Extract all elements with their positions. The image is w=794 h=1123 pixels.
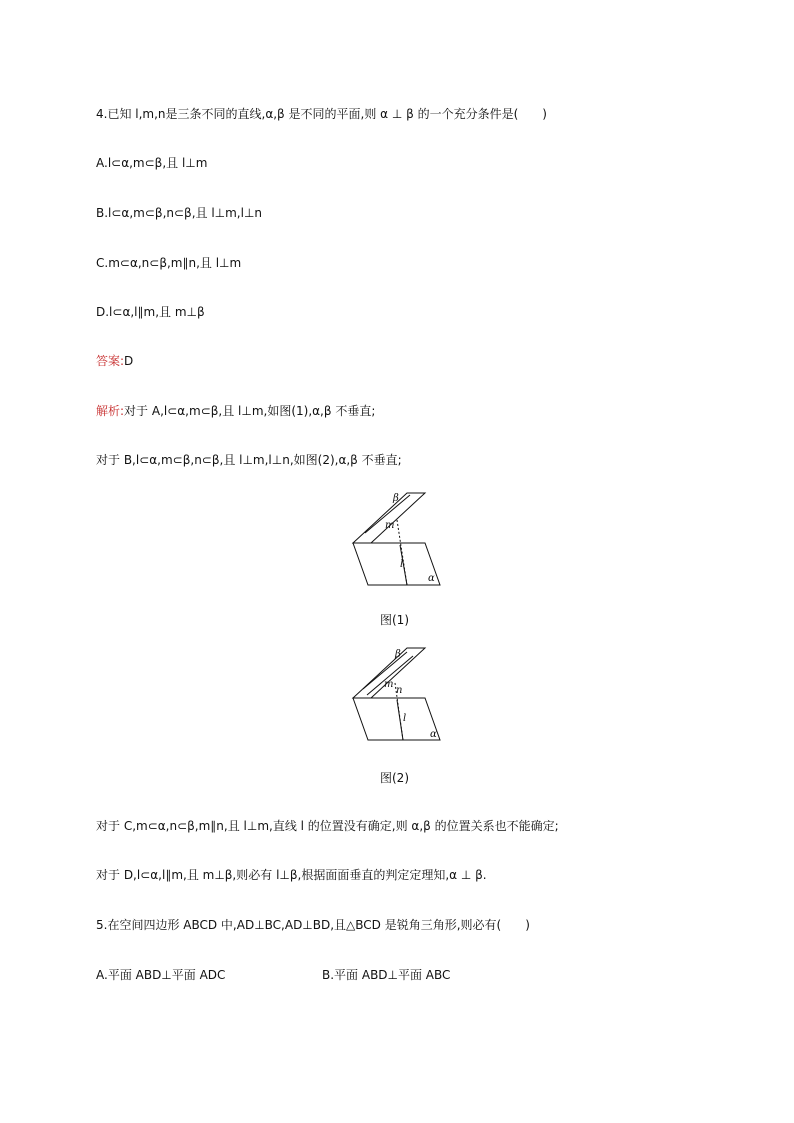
fig2-label-l: l — [403, 713, 407, 724]
question-4-stem: 4.已知 l,m,n是三条不同的直线,α,β 是不同的平面,则 α ⊥ β 的一个充分条件是( ) — [96, 107, 547, 121]
fig1-label-alpha: α — [428, 573, 435, 584]
fig2-label-beta: β — [395, 649, 401, 660]
analysis-line-b: 对于 B,l⊂α,m⊂β,n⊂β,且 l⊥m,l⊥n,如图(2),α,β 不垂直; — [96, 453, 402, 467]
analysis-line-c: 对于 C,m⊂α,n⊂β,m∥n,且 l⊥m,直线 l 的位置没有确定,则 α,β 的位置关系也不能确定; — [96, 819, 559, 833]
figure-2 — [345, 645, 450, 745]
fig1-label-beta: β — [393, 493, 399, 504]
question-5-stem: 5.在空间四边形 ABCD 中,AD⊥BC,AD⊥BD,且△BCD 是锐角三角形,则必有( ) — [96, 918, 530, 932]
fig2-label-alpha: α — [430, 729, 437, 740]
analysis-line-a — [96, 403, 375, 419]
fig2-label-m: m — [384, 679, 394, 690]
q5-option-a: A.平面 ABD⊥平面 ADC — [96, 968, 226, 982]
q4-option-a: A.l⊂α,m⊂β,且 l⊥m — [96, 156, 208, 170]
figure-1 — [345, 490, 450, 590]
analysis-line-d: 对于 D,l⊂α,l∥m,且 m⊥β,则必有 l⊥β,根据面面垂直的判定定理知,α ⊥ β. — [96, 868, 487, 882]
fig1-label-m: m — [385, 520, 395, 531]
figure-1-caption: 图(1) — [380, 613, 409, 627]
analysis-a-text: 对于 A,l⊂α,m⊂β,且 l⊥m,如图(1),α,β 不垂直; — [124, 404, 376, 418]
q4-option-c: C.m⊂α,n⊂β,m∥n,且 l⊥m — [96, 256, 242, 270]
fig2-plane-alpha — [353, 698, 440, 740]
fig2-plane-beta — [353, 648, 425, 698]
figure-2-caption: 图(2) — [380, 771, 409, 785]
fig1-plane-beta — [353, 493, 425, 543]
fig1-plane-alpha — [353, 543, 440, 585]
answer-label: 答案: — [96, 354, 125, 368]
answer-line — [96, 353, 133, 369]
q4-option-b: B.l⊂α,m⊂β,n⊂β,且 l⊥m,l⊥n — [96, 206, 263, 220]
q5-option-b: B.平面 ABD⊥平面 ABC — [322, 968, 451, 982]
q4-option-d: D.l⊂α,l∥m,且 m⊥β — [96, 305, 205, 319]
fig2-label-n: n — [396, 685, 403, 696]
answer-value: D — [124, 354, 134, 368]
analysis-label: 解析: — [96, 404, 125, 418]
fig1-label-l: l — [400, 559, 404, 570]
